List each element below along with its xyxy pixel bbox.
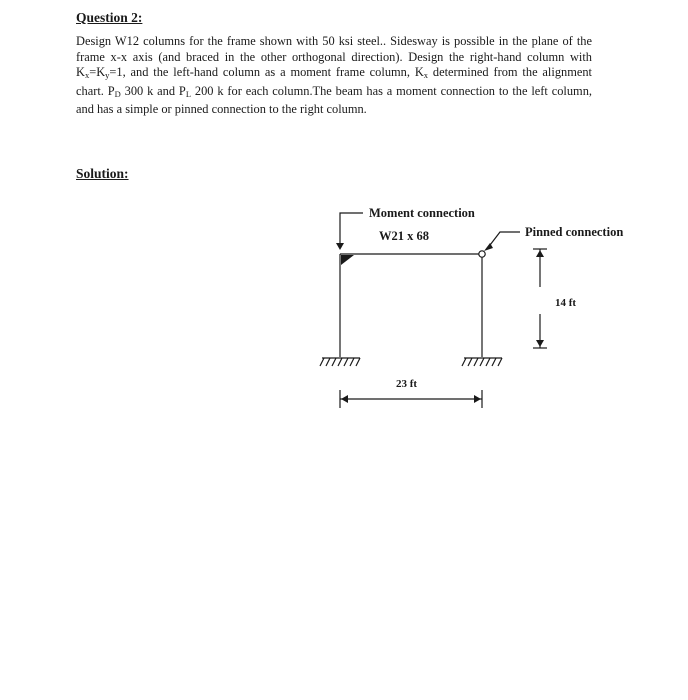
problem-text-4: determined from the alignment chart. P [76, 65, 592, 98]
beam-size-label: W21 x 68 [379, 229, 429, 243]
arrow-down-icon [336, 243, 344, 250]
moment-connection-icon [341, 255, 354, 265]
problem-text-1: Design W12 columns for the frame shown with 50 ksi steel.. Sidesway is possible in the plane of the frame x-x axis (and braced in the other orthogonal direction). Design the right-hand column with K [76, 34, 592, 80]
height-label: 14 ft [555, 297, 577, 309]
fixed-support-right-icon [462, 358, 502, 366]
problem-text-5: 300 k and P [120, 83, 186, 98]
problem-text-6: 200 k for each column.The beam has a moment connection to the left column, and has a simple or pinned connection to the right column. [76, 83, 592, 117]
moment-connection-label: Moment connection [369, 206, 475, 220]
question-heading: Question 2: [76, 10, 143, 25]
subscript-x: x [84, 70, 90, 81]
arrow-icon [484, 243, 493, 251]
fixed-support-left-icon [320, 358, 360, 366]
height-dimension [533, 249, 547, 348]
pinned-connection-label: Pinned connection [525, 225, 624, 239]
subscript-x: x [423, 70, 429, 81]
span-label: 23 ft [396, 378, 418, 390]
subscript-y: y [105, 70, 110, 81]
span-dimension [340, 390, 482, 408]
moment-leader-line [340, 213, 363, 247]
pin-connection-icon [479, 251, 485, 257]
problem-text-3: =1, and the left-hand column as a moment frame column, K [109, 65, 424, 80]
subscript-d: D [114, 88, 121, 99]
subscript-l: L [185, 88, 192, 99]
solution-heading: Solution: [76, 166, 129, 181]
problem-text-2: =K [89, 65, 106, 80]
